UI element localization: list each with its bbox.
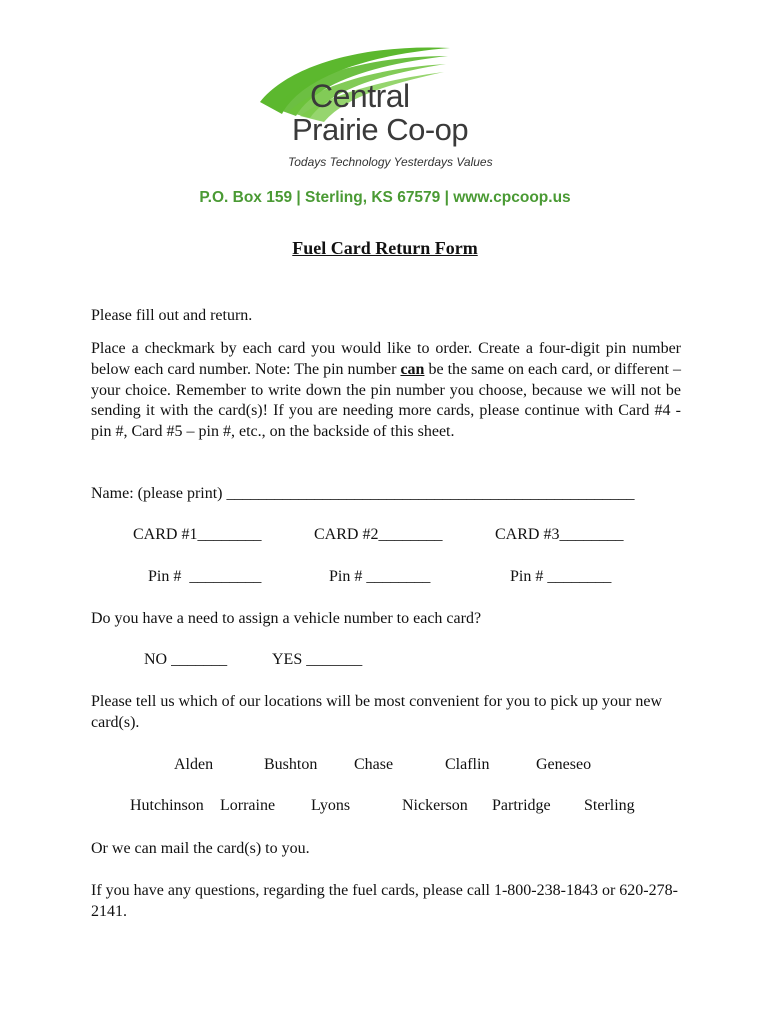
location-lorraine[interactable]: Lorraine: [220, 797, 276, 814]
contact-text: If you have any questions, regarding the fuel cards, please call 1-800-238-1843 or 620-278-2141.: [91, 882, 678, 920]
instructions-text-after: be the same on each card, or different – your choice. Remember to write down the pin number you choose, because we will not be sending it with the card(s)! If you are needing more cards, please continue with Card #4 - pin #, Card #5 – pin #, etc., on the backside of this sheet.: [91, 360, 681, 441]
location-sterling[interactable]: Sterling: [584, 797, 635, 814]
logo-tagline: Todays Technology Yesterdays Values: [288, 155, 493, 169]
pin-3-field[interactable]: Pin # ________: [510, 568, 612, 585]
location-bushton[interactable]: Bushton: [264, 756, 318, 773]
locations-prompt: Please tell us which of our locations will be most convenient for you to pick up your new card(s).: [91, 693, 662, 731]
vehicle-no-field[interactable]: NO _______: [144, 651, 228, 668]
intro-text: Please fill out and return.: [91, 307, 253, 324]
mail-option-text: Or we can mail the card(s) to you.: [91, 840, 310, 857]
instructions-paragraph: [91, 339, 681, 443]
location-geneseo[interactable]: Geneseo: [536, 756, 592, 773]
location-hutchinson[interactable]: Hutchinson: [130, 797, 204, 814]
instructions-text-before: Place a checkmark by each card you would like to order. Create a four-digit pin number below each card number. Note: The pin number: [91, 340, 681, 378]
logo-wordmark-line1: Central: [310, 78, 410, 114]
pin-1-field[interactable]: Pin # _________: [148, 568, 262, 585]
vehicle-yes-field[interactable]: YES _______: [272, 651, 363, 668]
location-claflin[interactable]: Claflin: [445, 756, 490, 773]
location-lyons[interactable]: Lyons: [311, 797, 351, 814]
form-title: Fuel Card Return Form: [292, 238, 478, 258]
card-1-field[interactable]: CARD #1________: [133, 526, 262, 543]
card-3-field[interactable]: CARD #3________: [495, 526, 624, 543]
location-chase[interactable]: Chase: [354, 756, 394, 773]
location-partridge[interactable]: Partridge: [492, 797, 551, 814]
instructions-emphasis: can: [400, 360, 425, 378]
vehicle-question: Do you have a need to assign a vehicle number to each card?: [91, 610, 482, 627]
location-nickerson[interactable]: Nickerson: [402, 797, 468, 814]
logo-wordmark-line2: Prairie Co-op: [292, 112, 469, 147]
card-2-field[interactable]: CARD #2________: [314, 526, 443, 543]
name-field[interactable]: Name: (please print) ___________________________________________________: [91, 485, 635, 502]
location-alden[interactable]: Alden: [174, 756, 214, 773]
pin-2-field[interactable]: Pin # ________: [329, 568, 431, 585]
company-address: P.O. Box 159 | Sterling, KS 67579 | www.cpcoop.us: [199, 189, 571, 206]
